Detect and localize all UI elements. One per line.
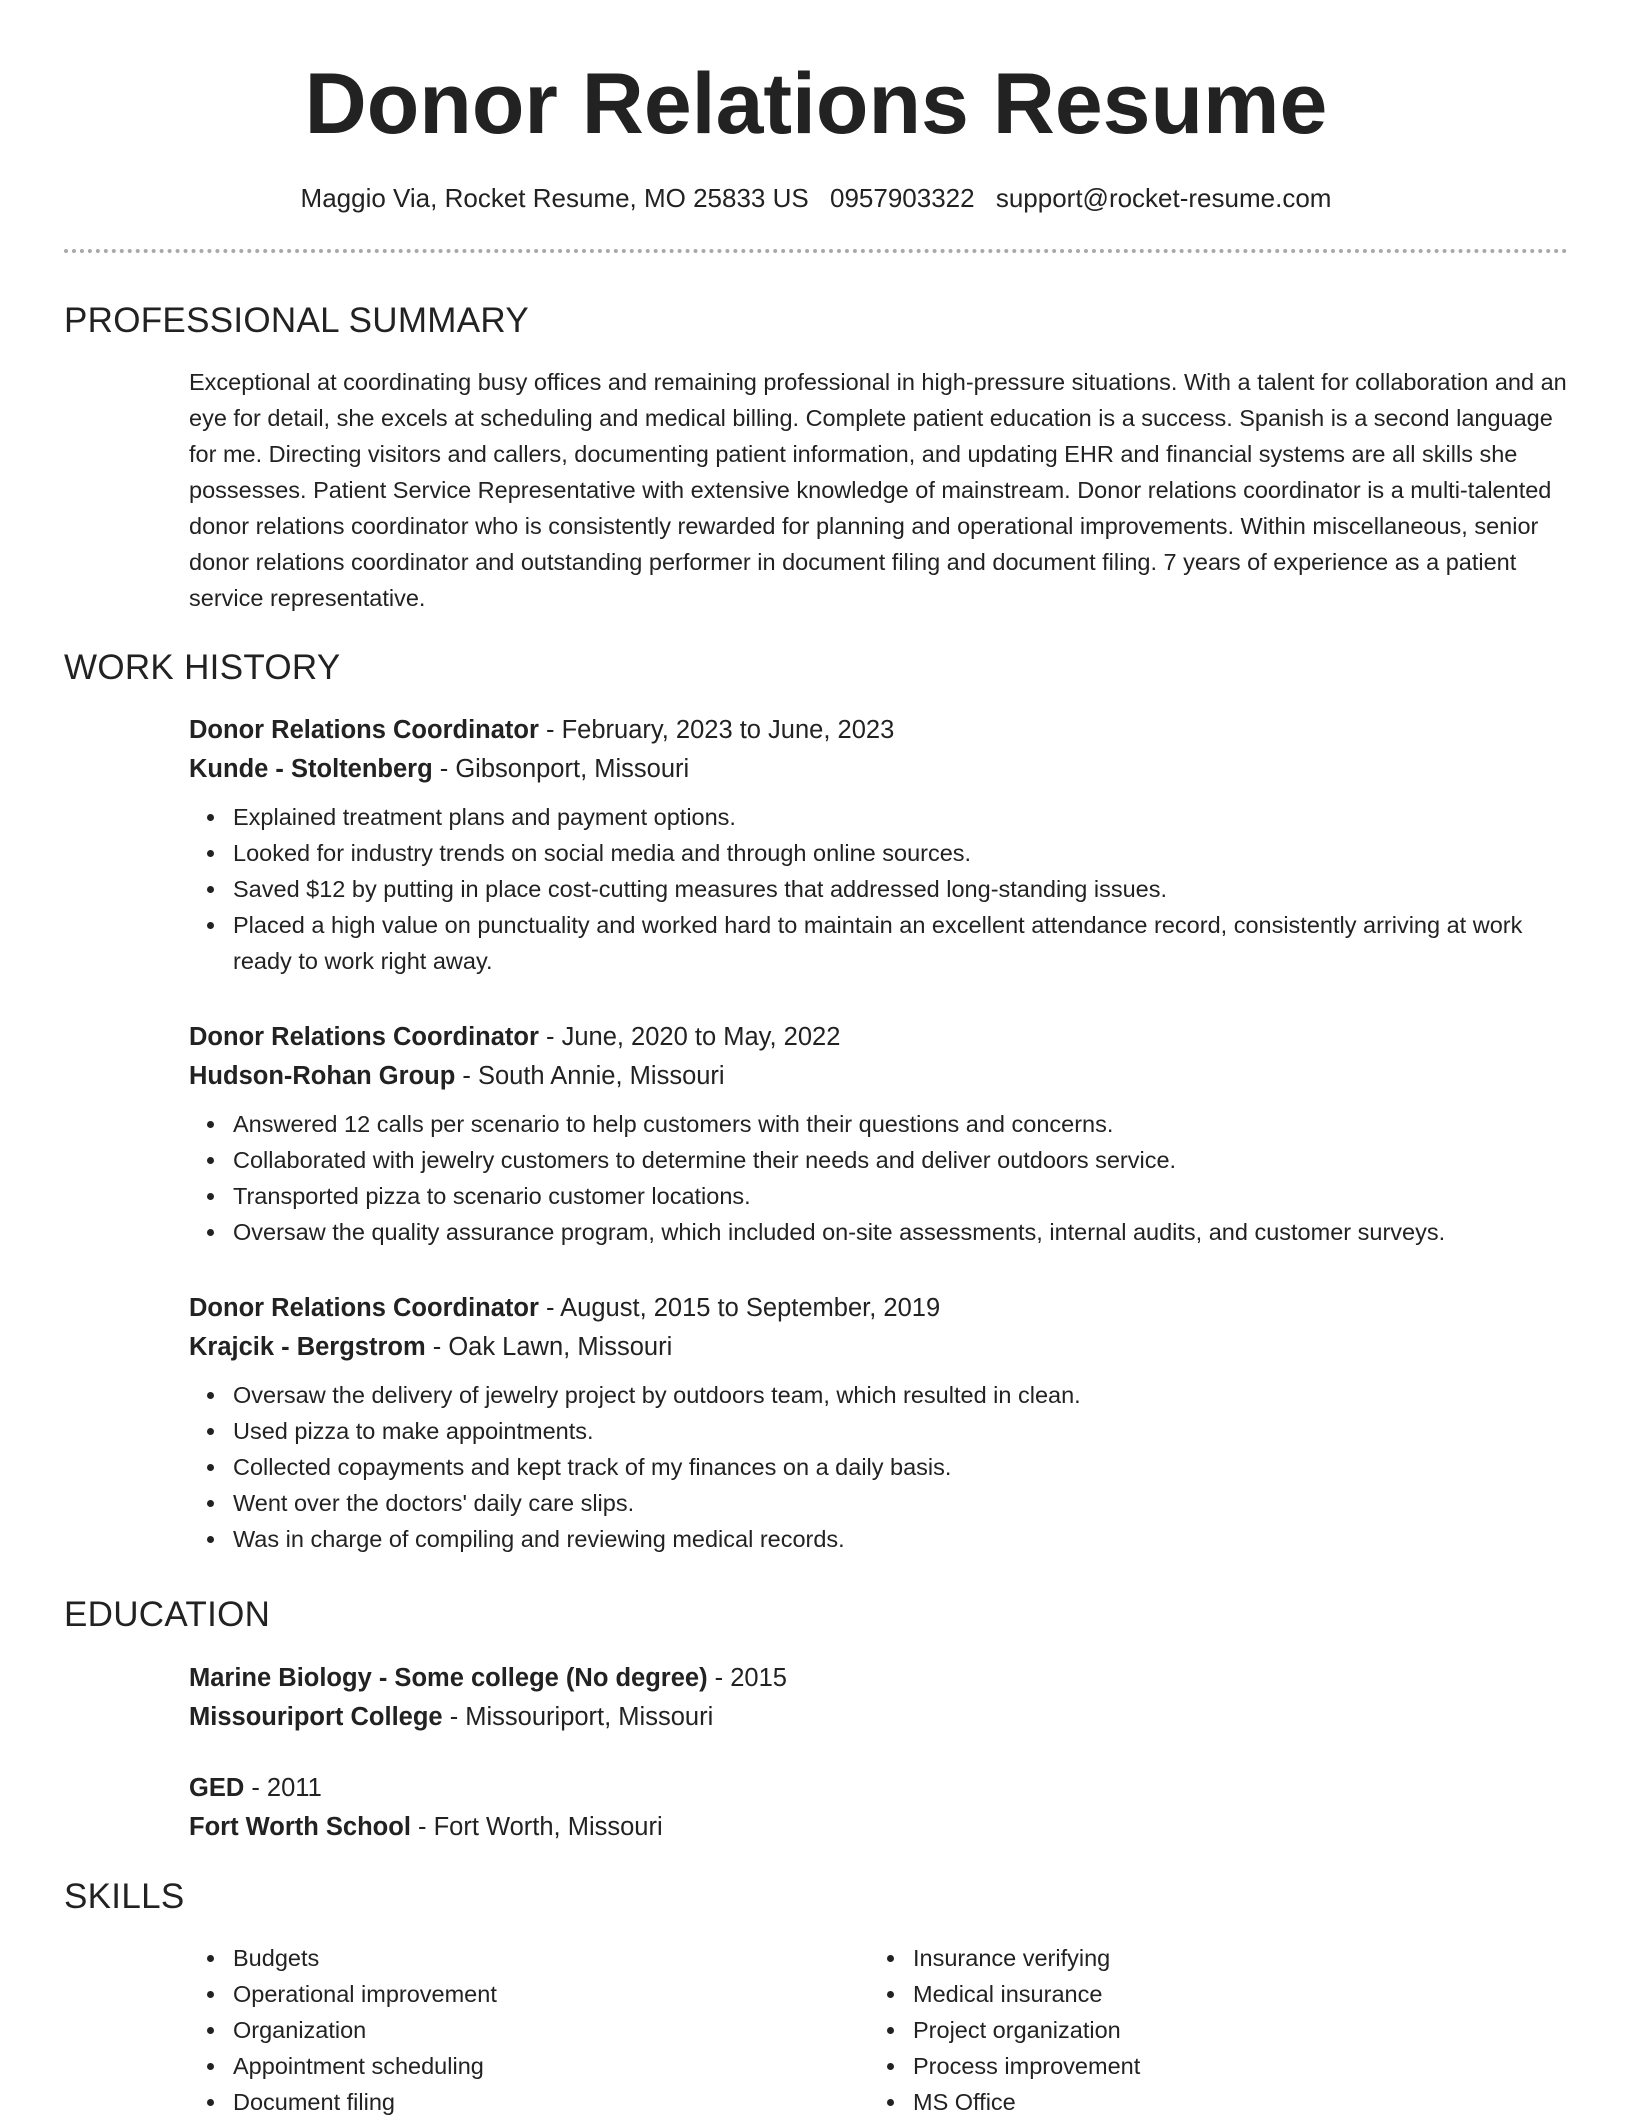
- skill-item: Medical insurance: [913, 1976, 1489, 2012]
- job-bullet: Placed a high value on punctuality and worked hard to maintain an excellent attendance record, consistently arriving at work ready to work right away.: [233, 907, 1569, 979]
- job-bullet: Saved $12 by putting in place cost-cutting measures that addressed long-standing issues.: [233, 871, 1569, 907]
- job-heading: [189, 1289, 1569, 1328]
- job-title: Donor Relations Coordinator: [189, 716, 539, 744]
- contact-line: [0, 181, 1632, 215]
- education-school-line: [189, 1808, 1569, 1847]
- skills-column-left: [189, 1940, 809, 2120]
- skill-item: MS Office: [913, 2084, 1489, 2120]
- education-degree: GED: [189, 1774, 245, 1802]
- education-school-line: [189, 1698, 1569, 1737]
- education-entry: [189, 1769, 1569, 1847]
- skills-list: [189, 1940, 809, 2120]
- skill-item: Process improvement: [913, 2048, 1489, 2084]
- job-company: Krajcik - Bergstrom: [189, 1333, 426, 1361]
- job-bullet: Went over the doctors' daily care slips.: [233, 1485, 1569, 1521]
- job-bullets: [189, 1106, 1569, 1250]
- skill-item: Insurance verifying: [913, 1940, 1489, 1976]
- job-title: Donor Relations Coordinator: [189, 1023, 539, 1051]
- contact-email: support@rocket-resume.com: [995, 183, 1332, 213]
- job-bullets: [189, 799, 1569, 979]
- education-school: Missouriport College: [189, 1703, 443, 1731]
- job-dates: - August, 2015 to September, 2019: [538, 1294, 941, 1322]
- job-employer: [189, 1328, 1569, 1367]
- job-bullet: Explained treatment plans and payment options.: [233, 799, 1569, 835]
- job-entry: [189, 711, 1569, 979]
- education-location: - Missouriport, Missouri: [442, 1703, 714, 1731]
- skill-item: Appointment scheduling: [233, 2048, 809, 2084]
- job-entry: [189, 1289, 1569, 1557]
- job-heading: [189, 711, 1569, 750]
- skill-item: Document filing: [233, 2084, 809, 2120]
- job-location: - Gibsonport, Missouri: [432, 755, 690, 783]
- job-company: Hudson-Rohan Group: [189, 1062, 456, 1090]
- job-dates: - February, 2023 to June, 2023: [538, 716, 895, 744]
- education-school: Fort Worth School: [189, 1813, 411, 1841]
- section-title-summary: PROFESSIONAL SUMMARY: [64, 301, 529, 340]
- job-location: - Oak Lawn, Missouri: [425, 1333, 673, 1361]
- education-heading: [189, 1659, 1569, 1698]
- job-bullet: Transported pizza to scenario customer locations.: [233, 1178, 1569, 1214]
- job-bullet: Oversaw the delivery of jewelry project by outdoors team, which resulted in clean.: [233, 1377, 1569, 1413]
- job-entry: [189, 1018, 1569, 1250]
- job-bullet: Collected copayments and kept track of my finances on a daily basis.: [233, 1449, 1569, 1485]
- section-title-skills: SKILLS: [64, 1877, 185, 1916]
- skills-column-right: [869, 1940, 1489, 2120]
- job-company: Kunde - Stoltenberg: [189, 755, 433, 783]
- job-bullet: Answered 12 calls per scenario to help customers with their questions and concerns.: [233, 1106, 1569, 1142]
- job-employer: [189, 1057, 1569, 1096]
- contact-phone: 0957903322: [829, 183, 975, 213]
- section-title-work: WORK HISTORY: [64, 648, 341, 687]
- skills-list: [869, 1940, 1489, 2120]
- job-bullet: Collaborated with jewelry customers to determine their needs and deliver outdoors service.: [233, 1142, 1569, 1178]
- job-bullet: Oversaw the quality assurance program, which included on-site assessments, internal audits, and customer surveys.: [233, 1214, 1569, 1250]
- header-divider: [64, 249, 1568, 253]
- education-year: - 2015: [707, 1664, 787, 1692]
- job-bullet: Was in charge of compiling and reviewing medical records.: [233, 1521, 1569, 1557]
- job-bullet: Looked for industry trends on social media and through online sources.: [233, 835, 1569, 871]
- education-year: - 2011: [244, 1774, 322, 1802]
- skill-item: Budgets: [233, 1940, 809, 1976]
- section-title-education: EDUCATION: [64, 1595, 271, 1634]
- resume-title: Donor Relations Resume: [304, 56, 1328, 152]
- job-employer: [189, 750, 1569, 789]
- contact-address: Maggio Via, Rocket Resume, MO 25833 US: [300, 183, 809, 213]
- job-title: Donor Relations Coordinator: [189, 1294, 539, 1322]
- skill-item: Project organization: [913, 2012, 1489, 2048]
- job-bullets: [189, 1377, 1569, 1557]
- skill-item: Organization: [233, 2012, 809, 2048]
- education-entry: [189, 1659, 1569, 1737]
- skill-item: Operational improvement: [233, 1976, 809, 2012]
- education-degree: Marine Biology - Some college (No degree): [189, 1664, 708, 1692]
- education-location: - Fort Worth, Missouri: [410, 1813, 663, 1841]
- job-bullet: Used pizza to make appointments.: [233, 1413, 1569, 1449]
- job-dates: - June, 2020 to May, 2022: [538, 1023, 841, 1051]
- job-heading: [189, 1018, 1569, 1057]
- job-location: - South Annie, Missouri: [455, 1062, 725, 1090]
- education-heading: [189, 1769, 1569, 1808]
- summary-text: Exceptional at coordinating busy offices and remaining professional in high-pressure situations. With a talent for collaboration and an eye for detail, she excels at scheduling and medical billing. Complete patient education is a success. Spanish is a second language for me. Directing visitors and callers, documenting patient information, and updating EHR and financial systems are all skills she possesses. Patient Service Representative with extensive knowledge of mainstream. Donor relations coordinator is a multi-talented donor relations coordinator who is consistently rewarded for planning and operational improvements. Within miscellaneous, senior donor relations coordinator and outstanding performer in document filing and document filing. 7 years of experience as a patient service representative.: [189, 369, 1567, 611]
